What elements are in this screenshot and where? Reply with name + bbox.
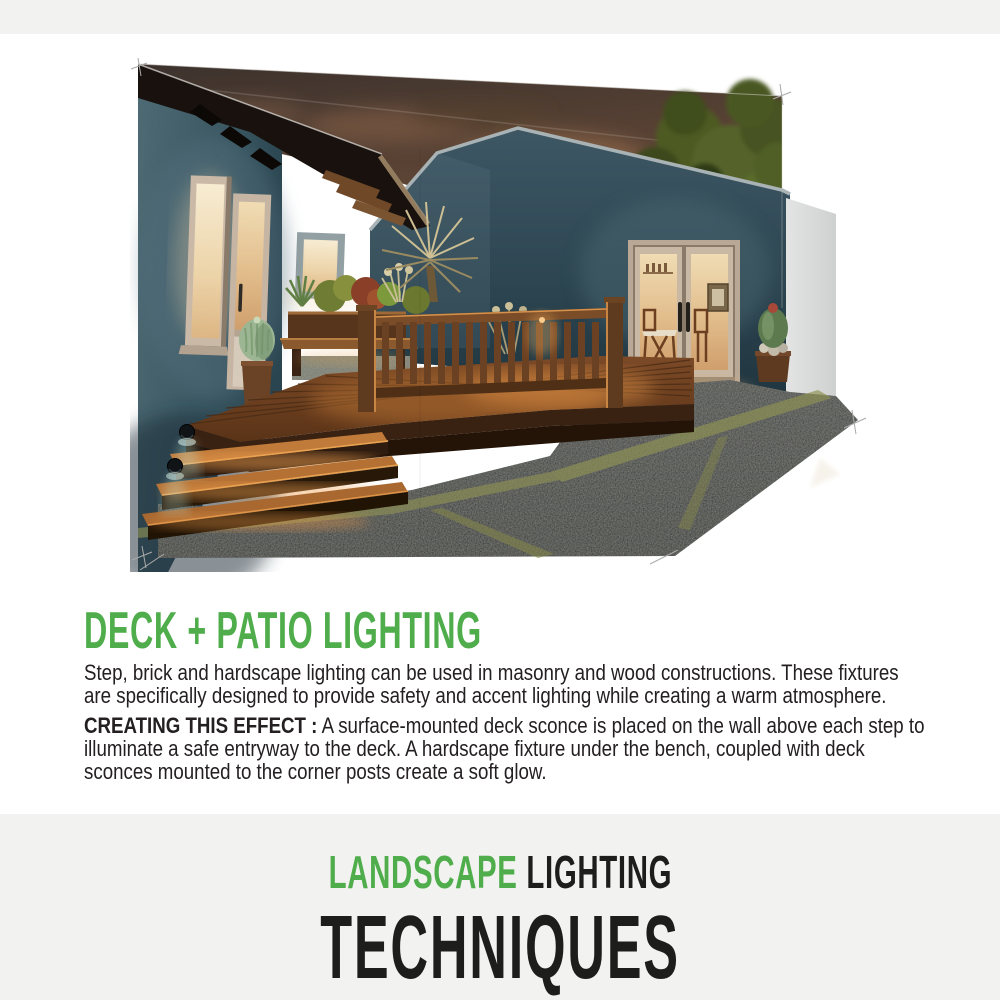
effect-line-1 xyxy=(84,714,925,737)
effect-line-2: illuminate a safe entryway to the deck. A hardscape fixture under the bench, coupled with deck xyxy=(84,736,865,761)
brand-word-landscape: LANDSCAPE xyxy=(328,846,518,898)
door-pull-handle xyxy=(678,302,682,332)
deck-patio-rendering-svg xyxy=(130,58,870,572)
hero-illustration xyxy=(130,58,870,572)
effect-line-1-text: A surface-mounted deck sconce is placed on the wall above each step to xyxy=(321,713,925,738)
railing-post-right xyxy=(606,302,623,408)
article-section xyxy=(84,602,944,784)
potted-round-cactus xyxy=(239,317,275,409)
effect-line-3: sconces mounted to the corner posts create a soft glow. xyxy=(84,759,547,784)
intro-line-2: are specifically designed to provide safety and accent lighting while creating a warm atmosphere. xyxy=(84,683,887,708)
brand-line xyxy=(0,846,1000,898)
effect-label: CREATING THIS EFFECT : xyxy=(84,713,318,738)
intro-line-1: Step, brick and hardscape lighting can be used in masonry and wood constructions. These fixtures xyxy=(84,660,899,685)
footer-title xyxy=(0,898,1000,998)
brand-word-lighting: LIGHTING xyxy=(525,846,672,898)
page-title: DECK + PATIO LIGHTING xyxy=(84,602,482,660)
door-pull-handle xyxy=(686,302,690,332)
corner-light-spill xyxy=(810,458,840,488)
gray-side-panel xyxy=(786,198,836,396)
intro-paragraph xyxy=(84,661,899,707)
footer-brand-band xyxy=(0,814,1000,1000)
railing-post-left xyxy=(358,310,375,412)
footer-title-text: TECHNIQUES xyxy=(320,898,680,998)
effect-paragraph xyxy=(84,714,925,783)
top-gray-band xyxy=(0,0,1000,34)
cactus-flower xyxy=(768,303,778,313)
